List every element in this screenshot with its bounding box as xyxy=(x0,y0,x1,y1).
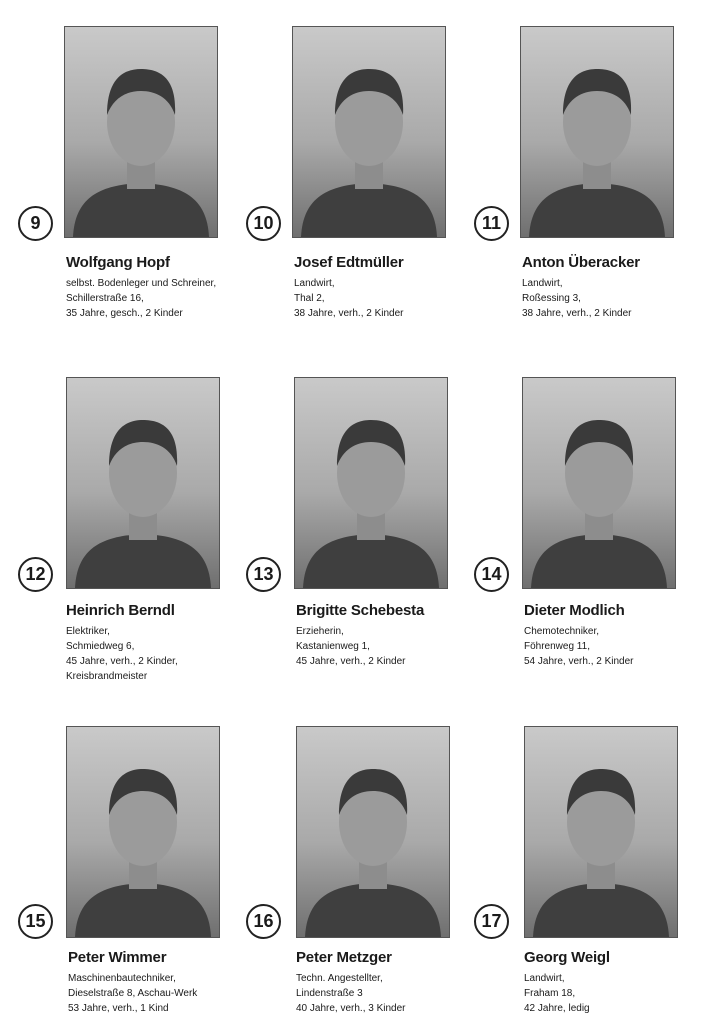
detail-line: Maschinenbautechniker, xyxy=(68,973,176,984)
shoulders-shape xyxy=(533,883,669,937)
detail-line: Föhrenweg 11, xyxy=(524,641,590,652)
candidate-details xyxy=(296,971,406,1016)
portrait-silhouette xyxy=(523,378,675,588)
shoulders-shape xyxy=(531,534,667,588)
candidate-number-badge: 13 xyxy=(246,557,281,592)
candidate-details xyxy=(294,276,404,321)
detail-line: Elektriker, xyxy=(66,626,110,637)
detail-line: Thal 2, xyxy=(294,293,325,304)
candidate-number-badge: 14 xyxy=(474,557,509,592)
candidate-name: Wolfgang Hopf xyxy=(66,254,170,271)
detail-line: Schmiedweg 6, xyxy=(66,641,135,652)
candidate-details xyxy=(66,276,216,321)
candidate-name: Anton Überacker xyxy=(522,254,640,271)
shoulders-shape xyxy=(301,183,437,237)
detail-line: 53 Jahre, verh., 1 Kind xyxy=(68,1003,169,1014)
candidate-name: Georg Weigl xyxy=(524,949,610,966)
detail-line: Chemotechniker, xyxy=(524,626,600,637)
candidate-photo xyxy=(524,726,678,938)
candidate-number-badge: 16 xyxy=(246,904,281,939)
shoulders-shape xyxy=(303,534,439,588)
portrait-silhouette xyxy=(67,378,219,588)
detail-line: 38 Jahre, verh., 2 Kinder xyxy=(522,308,632,319)
candidate-photo xyxy=(522,377,676,589)
candidate-number-badge: 15 xyxy=(18,904,53,939)
candidate-number-badge: 11 xyxy=(474,206,509,241)
detail-line: Lindenstraße 3 xyxy=(296,988,363,999)
detail-line: Schillerstraße 16, xyxy=(66,293,144,304)
detail-line: Landwirt, xyxy=(294,278,335,289)
candidate-details xyxy=(66,624,178,684)
candidate-number-badge: 12 xyxy=(18,557,53,592)
candidate-details xyxy=(524,624,634,669)
candidate-number-badge: 9 xyxy=(18,206,53,241)
shoulders-shape xyxy=(529,183,665,237)
candidate-name: Josef Edtmüller xyxy=(294,254,404,271)
detail-line: 42 Jahre, ledig xyxy=(524,1003,590,1014)
detail-line: 54 Jahre, verh., 2 Kinder xyxy=(524,656,634,667)
portrait-silhouette xyxy=(525,727,677,937)
candidate-photo xyxy=(64,26,218,238)
candidate-details xyxy=(296,624,406,669)
detail-line: Kastanienweg 1, xyxy=(296,641,370,652)
shoulders-shape xyxy=(75,883,211,937)
detail-line: selbst. Bodenleger und Schreiner, xyxy=(66,278,217,289)
detail-line: 45 Jahre, verh., 2 Kinder xyxy=(296,656,406,667)
candidate-details xyxy=(522,276,632,321)
candidate-photo xyxy=(292,26,446,238)
detail-line: Roßessing 3, xyxy=(522,293,581,304)
candidate-photo xyxy=(66,726,220,938)
candidate-number-badge: 10 xyxy=(246,206,281,241)
detail-line: 38 Jahre, verh., 2 Kinder xyxy=(294,308,404,319)
candidate-details xyxy=(524,971,590,1016)
portrait-silhouette xyxy=(297,727,449,937)
detail-line: Dieselstraße 8, Aschau-Werk xyxy=(68,988,198,999)
portrait-silhouette xyxy=(67,727,219,937)
portrait-silhouette xyxy=(521,27,673,237)
portrait-silhouette xyxy=(295,378,447,588)
shoulders-shape xyxy=(73,183,209,237)
detail-line: Landwirt, xyxy=(522,278,563,289)
candidate-details xyxy=(68,971,197,1016)
candidate-photo xyxy=(296,726,450,938)
candidate-name: Dieter Modlich xyxy=(524,602,625,619)
candidate-name: Peter Wimmer xyxy=(68,949,167,966)
shoulders-shape xyxy=(305,883,441,937)
detail-line: 45 Jahre, verh., 2 Kinder, xyxy=(66,656,178,667)
candidate-number-badge: 17 xyxy=(474,904,509,939)
detail-line: Techn. Angestellter, xyxy=(296,973,383,984)
candidate-photo xyxy=(520,26,674,238)
detail-line: Erzieherin, xyxy=(296,626,344,637)
candidate-name: Brigitte Schebesta xyxy=(296,602,425,619)
detail-line: 40 Jahre, verh., 3 Kinder xyxy=(296,1003,406,1014)
candidate-photo xyxy=(66,377,220,589)
shoulders-shape xyxy=(75,534,211,588)
candidate-name: Heinrich Berndl xyxy=(66,602,175,619)
candidate-photo xyxy=(294,377,448,589)
portrait-silhouette xyxy=(65,27,217,237)
detail-line: Fraham 18, xyxy=(524,988,576,999)
portrait-silhouette xyxy=(293,27,445,237)
detail-line: Kreisbrandmeister xyxy=(66,671,148,682)
detail-line: 35 Jahre, gesch., 2 Kinder xyxy=(66,308,183,319)
candidate-name: Peter Metzger xyxy=(296,949,392,966)
detail-line: Landwirt, xyxy=(524,973,565,984)
